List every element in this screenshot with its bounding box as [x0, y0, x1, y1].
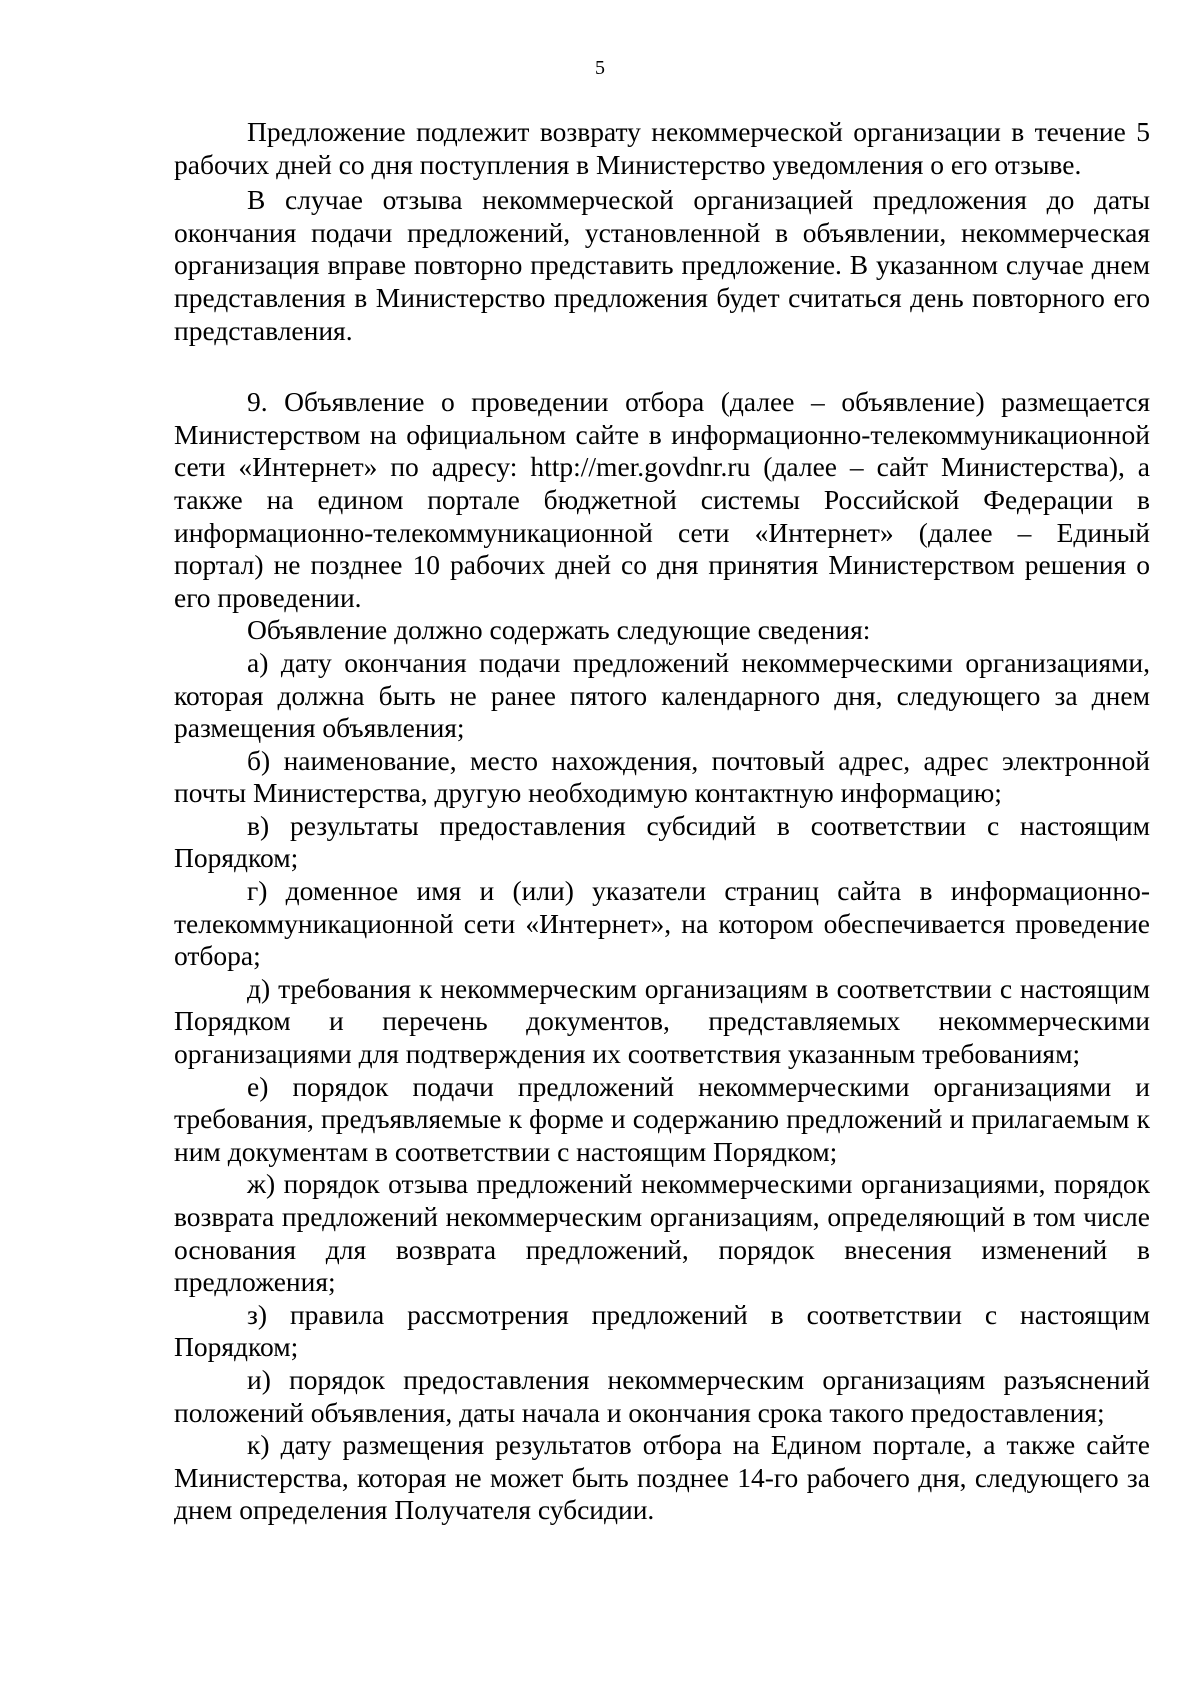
list-item-g: г) доменное имя и (или) указатели страниц сайта в информационно-телекоммуникационной сети «Интернет», на котором обеспечивается проведение отбора;: [174, 875, 1150, 972]
page-number: 5: [595, 57, 605, 79]
list-item-b: б) наименование, место нахождения, почтовый адрес, адрес электронной почты Министерства, другую необходимую контактную информацию;: [174, 744, 1150, 809]
document-body: [174, 116, 1150, 1527]
list-item-k: к) дату размещения результатов отбора на Едином портале, а также сайте Министерства, которая не может быть позднее 14-го рабочего дня, следующего за днем определения Получателя субсидии.: [174, 1429, 1150, 1526]
paragraph-withdrawal: В случае отзыва некоммерческой организацией предложения до даты окончания подачи предложений, установленной в объявлении, некоммерческая организация вправе повторно представить предложение. В указанном случае днем представления в Министерство предложения будет считаться день повторного его представления.: [174, 184, 1150, 346]
paragraph-9-announcement: 9. Объявление о проведении отбора (далее – объявление) размещается Министерством на официальном сайте в информационно-телекоммуникационной сети «Интернет» по адресу: http://mer.govdnr.ru (далее – сайт Министерства), а также на едином портале бюджетной системы Российской Федерации в информационно-телекоммуникационной сети «Интернет» (далее – Единый портал) не позднее 10 рабочих дней со дня принятия Министерством решения о его проведении.: [174, 386, 1150, 613]
list-item-a: а) дату окончания подачи предложений некоммерческими организациями, которая должна быть не ранее пятого календарного дня, следующего за днем размещения объявления;: [174, 646, 1150, 744]
paragraph-return-proposal: Предложение подлежит возврату некоммерческой организации в течение 5 рабочих дней со дня поступления в Министерство уведомления о его отзыве.: [174, 116, 1150, 180]
list-item-d: д) требования к некоммерческим организациям в соответствии с настоящим Порядком и перечень документов, представляемых некоммерческими организациями для подтверждения их соответствия указанным требованиям;: [174, 972, 1150, 1070]
list-item-z: з) правила рассмотрения предложений в соответствии с настоящим Порядком;: [174, 1298, 1150, 1363]
list-item-v: в) результаты предоставления субсидий в соответствии с настоящим Порядком;: [174, 809, 1150, 874]
list-item-i: и) порядок предоставления некоммерческим организациям разъяснений положений объявления, даты начала и окончания срока такого предоставления;: [174, 1363, 1150, 1428]
paragraph-announcement-contents: Объявление должно содержать следующие сведения:: [247, 614, 871, 646]
list-item-e: е) порядок подачи предложений некоммерческими организациями и требования, предъявляемые к форме и содержанию предложений и прилагаемым к ним документам в соответствии с настоящим Порядком;: [174, 1070, 1150, 1167]
list-item-zh: ж) порядок отзыва предложений некоммерческими организациями, порядок возврата предложений некоммерческим организациям, определяющий в том числе основания для возврата предложений, порядок внесения изменений в предложения;: [174, 1168, 1150, 1298]
